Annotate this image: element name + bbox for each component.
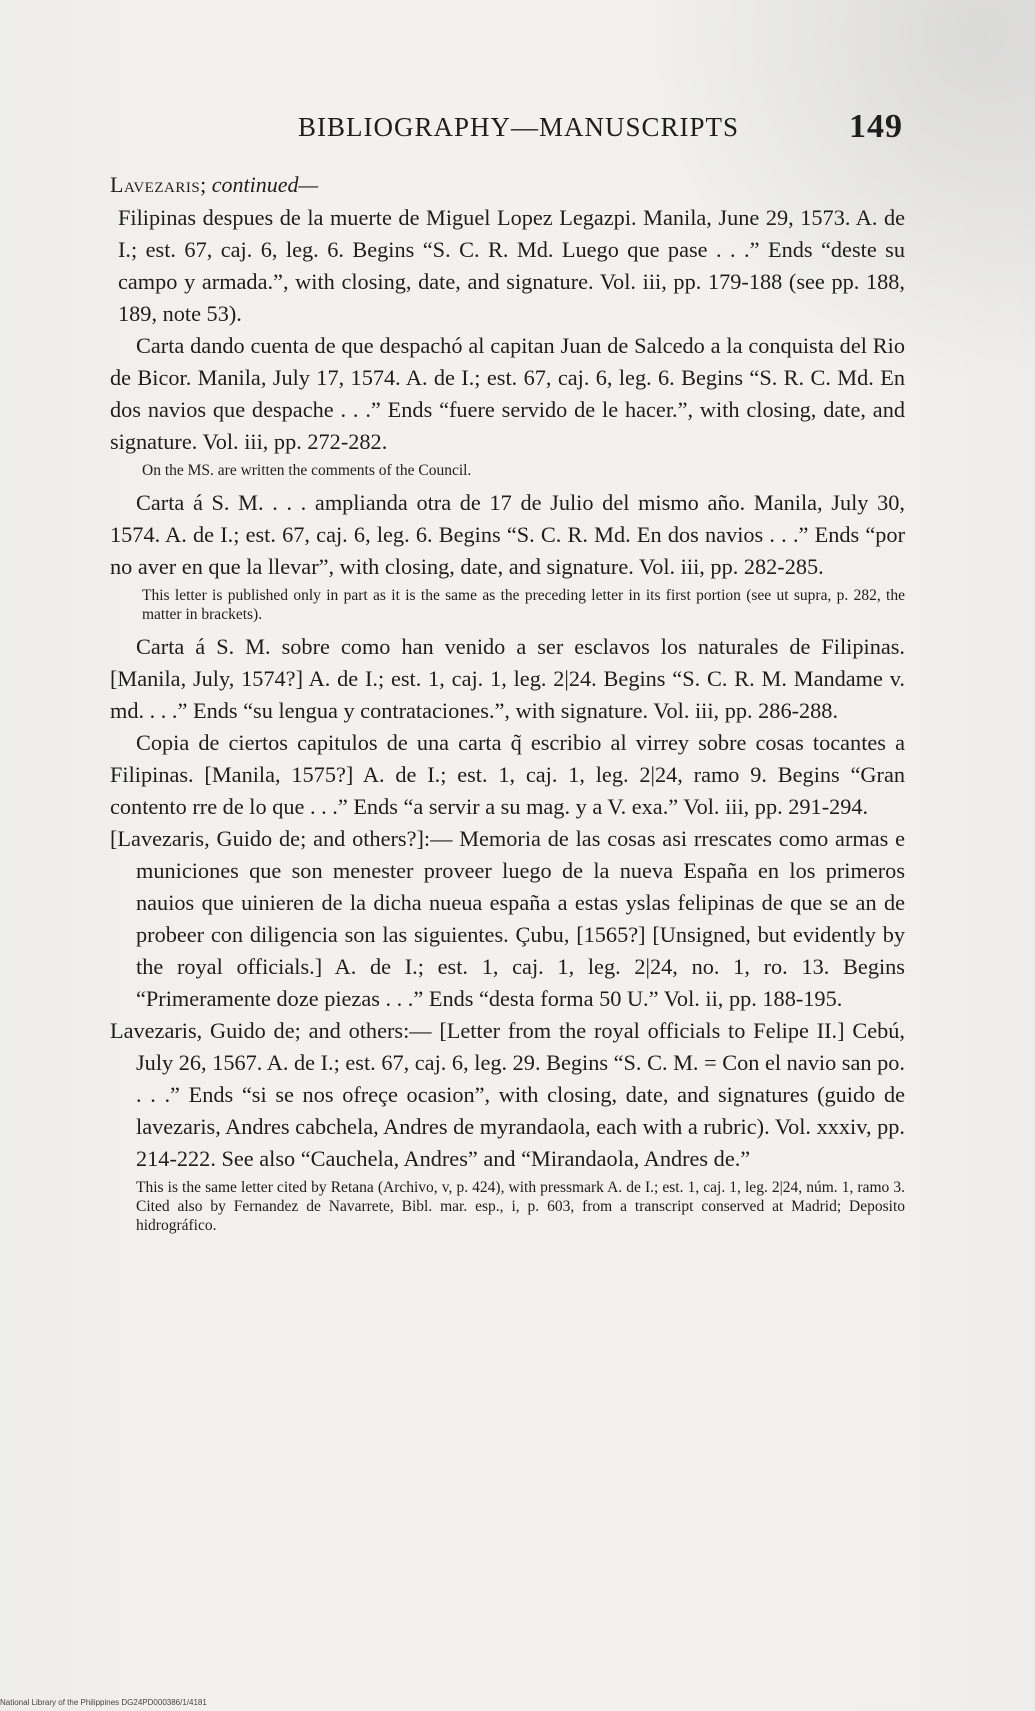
note-published-in-part: This letter is published only in part as it is the same as the preceding letter in its first portion (see ut supra, p. 282, the matter in brackets). (142, 587, 905, 623)
entry-copia-capitulos-text: Copia de ciertos capitulos de una carta q̃ escribio al virrey sobre cosas tocantes a Filipinas. [Manila, 1575?] A. de I.; est. 1, caj. 1, leg. 2|24, ramo 9. Begins “Gran contento rre de lo que . . .” Ends “a servir a su mag. y a V. exa.” Vol. iii, pp. 291-294. (110, 730, 905, 819)
entry-copia-capitulos (110, 727, 905, 823)
note-council-comments: On the MS. are written the comments of the Council. (142, 462, 472, 479)
entry-memoria-cosas: [Lavezaris, Guido de; and others?]:— Memoria de las cosas asi rrescates como armas e municiones que son menester proveer luego de la nueva España en los primeros nauios que uinieren de la dicha nueua españa a estas yslas felipinas de que se an de probeer con diligencia son las siguientes. Çubu, [1565?] [Unsigned, but evidently by the royal officials.] A. de I.; est. 1, caj. 1, leg. 2|24, no. 1, ro. 13. Begins “Primeramente doze piezas . . .” Ends “desta forma 50 U.” Vol. ii, pp. 188-195. (110, 826, 905, 1011)
entry-carta-dando-cuenta (110, 330, 905, 458)
note-retana-archivo: This is the same letter cited by Retana (Archivo, v, p. 424), with pressmark A. de I.; est. 1, caj. 1, leg. 2|24, núm. 1, ramo 3. Cited also by Fernandez de Navarrete, Bibl. mar. esp., i, p. 603, from a transcript conserved at Madrid; Deposito hidrográfico. (136, 1179, 905, 1234)
scan-footer: National Library of the Philippines DG24PD000386/1/4181 (0, 1698, 207, 1707)
entry-carta-dando-cuenta-text: Carta dando cuenta de que despachó al capitan Juan de Salcedo a la conquista del Rio de Bicor. Manila, July 17, 1574. A. de I.; est. 67, caj. 6, leg. 6. Begins “S. R. C. Md. En dos navios que despache . . .” Ends “fuere servido de le hacer.”, with closing, date, and signature. Vol. iii, pp. 272-282. (110, 333, 905, 454)
entry-carta-esclavos-text: Carta á S. M. sobre como han venido a ser esclavos los naturales de Filipinas. [Manila, July, 1574?] A. de I.; est. 1, caj. 1, leg. 2|24. Begins “S. C. R. M. Mandame v. md. . . .” Ends “su lengua y contrataciones.”, with signature. Vol. iii, pp. 286-288. (110, 634, 905, 723)
section-continued: continued— (211, 172, 319, 197)
running-head (0, 108, 1035, 148)
entry-letter-royal-officials: Lavezaris, Guido de; and others:— [Letter from the royal officials to Felipe II.] Cebú, July 26, 1567. A. de I.; est. 67, caj. 6, leg. 29. Begins “S. C. M. = Con el navio san po. . . .” Ends “si se nos ofreçe ocasion”, with closing, date, and signatures (guido de lavezaris, Andres cabchela, Andres de myrandaola, each with a rubric). Vol. xxxiv, pp. 214-222. See also “Cauchela, Andres” and “Mirandaola, Andres de.” (110, 1018, 905, 1171)
page-number: 149 (849, 108, 903, 145)
page-content (110, 170, 905, 1242)
entry-filipinas-despues: Filipinas despues de la muerte de Miguel Lopez Legazpi. Manila, June 29, 1573. A. de I.; est. 67, caj. 6, leg. 6. Begins “S. C. R. Md. Luego que pase . . .” Ends “deste su campo y armada.”, with closing, date, and signature. Vol. iii, pp. 179-188 (see pp. 188, 189, note 53). (118, 205, 905, 326)
entry-carta-amplianda (110, 487, 905, 583)
entry-carta-amplianda-text: Carta á S. M. . . . amplianda otra de 17 de Julio del mismo año. Manila, July 30, 1574. A. de I.; est. 67, caj. 6, leg. 6. Begins “S. C. R. Md. En dos navios . . .” Ends “por no aver en que la llevar”, with closing, date, and signature. Vol. iii, pp. 282-285. (110, 490, 905, 579)
section-heading: Lavezaris; continued— (110, 172, 319, 197)
entry-carta-esclavos (110, 631, 905, 727)
running-title: BIBLIOGRAPHY—MANUSCRIPTS (298, 112, 740, 142)
section-author: Lavezaris (110, 172, 201, 197)
